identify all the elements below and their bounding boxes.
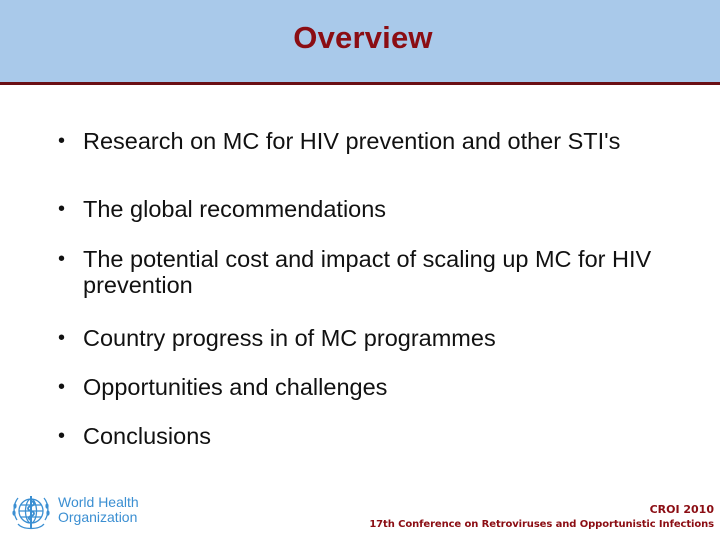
- bullet-marker: •: [58, 327, 66, 349]
- bullet-text: The global recommendations: [83, 196, 387, 222]
- bullet-item: [58, 196, 698, 222]
- who-wordmark: [58, 495, 139, 525]
- bullet-item: [58, 128, 698, 154]
- event-label: CROI 2010: [649, 503, 714, 516]
- who-wordmark-line2: Organization: [58, 509, 138, 525]
- bullet-text: Conclusions: [83, 423, 212, 449]
- bullet-item: [58, 246, 698, 298]
- bullet-text: Opportunities and challenges: [83, 374, 388, 400]
- slide-title: Overview: [293, 20, 433, 55]
- bullet-item: [58, 325, 698, 351]
- who-logo: [8, 490, 178, 535]
- who-emblem-icon: [8, 490, 54, 534]
- bullet-item: [58, 423, 698, 449]
- bullet-marker: •: [58, 198, 66, 220]
- bullet-marker: •: [58, 425, 66, 447]
- who-wordmark-line1: World Health: [58, 494, 139, 510]
- bullet-text: Research on MC for HIV prevention and other STI's: [83, 128, 621, 154]
- bullet-item: [58, 374, 698, 400]
- conference-name: 17th Conference on Retroviruses and Opportunistic Infections: [369, 519, 714, 530]
- bullet-text: The potential cost and impact of scaling up MC for HIV prevention: [83, 246, 652, 298]
- bullet-marker: •: [58, 248, 66, 270]
- bullet-marker: •: [58, 130, 66, 152]
- conference-footer: [369, 502, 714, 532]
- bullet-marker: •: [58, 376, 66, 398]
- bullet-text: Country progress in of MC programmes: [83, 325, 496, 351]
